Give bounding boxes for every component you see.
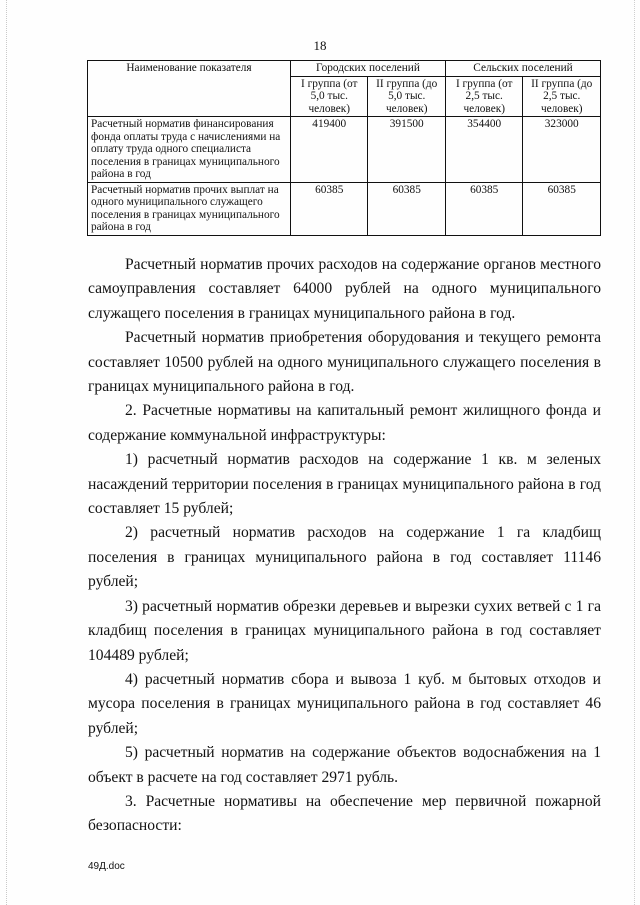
table-header-row bbox=[88, 61, 601, 77]
table-row bbox=[88, 117, 601, 183]
paragraph-other-expenses: Расчетный норматив прочих расходов на содержание органов местного самоуправления составляет 64000 рублей на одного муниципального служащего поселения в границах муниципального района в год. bbox=[88, 256, 601, 322]
table-cell: 354400 bbox=[445, 117, 522, 183]
row-label: Расчетный норматив финансирования фонда оплаты труда с начислениями на оплату труда одного специалиста поселения в границах муниципального района в год bbox=[88, 117, 291, 183]
page-number: 18 bbox=[313, 38, 327, 53]
footer-filename: 49Д.doc bbox=[88, 861, 125, 872]
subheader-rural-group-1: I группа (от 2,5 тыс. человек) bbox=[445, 76, 522, 117]
paragraph-item-1: 1) расчетный норматив расходов на содержание 1 кв. м зеленых насаждений территории поселения в границах муниципального района в год составляет 15 рублей; bbox=[88, 451, 601, 518]
paragraph-item-5: 5) расчетный норматив на содержание объектов водоснабжения на 1 объект в расчете на год составляет 2971 рубль. bbox=[88, 744, 601, 786]
paragraph-item-2: 2) расчетный норматив расходов на содержание 1 га кладбищ поселения в границах муниципального района в год составляет 11146 рублей; bbox=[88, 524, 601, 591]
header-rural-settlements: Сельских поселений bbox=[445, 61, 600, 77]
scan-edge-right bbox=[634, 0, 636, 905]
table-cell: 60385 bbox=[445, 182, 522, 235]
subheader-urban-group-2: II группа (до 5,0 тыс. человек) bbox=[368, 76, 445, 117]
table-cell: 60385 bbox=[523, 182, 601, 235]
table-cell: 60385 bbox=[368, 182, 445, 235]
subheader-urban-group-1: I группа (от 5,0 тыс. человек) bbox=[291, 76, 368, 117]
table-cell: 60385 bbox=[291, 182, 368, 235]
subheader-rural-group-2: II группа (до 2,5 тыс. человек) bbox=[523, 76, 601, 117]
table-cell: 323000 bbox=[523, 117, 601, 183]
scan-edge-left bbox=[6, 0, 8, 905]
paragraph-item-4: 4) расчетный норматив сбора и вывоза 1 куб. м бытовых отходов и мусора поселения в границах муниципального района в год составляет 46 рублей; bbox=[88, 670, 601, 737]
table-row bbox=[88, 182, 601, 235]
paragraph-item-3: 3) расчетный норматив обрезки деревьев и вырезки сухих ветвей с 1 га кладбищ поселения в границах муниципального района в год составляет 104489 рублей; bbox=[88, 597, 601, 664]
table-cell: 419400 bbox=[291, 117, 368, 183]
header-urban-settlements: Городских поселений bbox=[291, 61, 446, 77]
paragraph-section-2-heading: 2. Расчетные нормативы на капитальный ремонт жилищного фонда и содержание коммунальной инфраструктуры: bbox=[88, 402, 601, 444]
table-cell: 391500 bbox=[368, 117, 445, 183]
paragraph-equipment-repair: Расчетный норматив приобретения оборудования и текущего ремонта составляет 10500 рублей на одного муниципального служащего поселения в границах муниципального района в год. bbox=[88, 329, 601, 396]
header-indicator-name: Наименование показателя bbox=[88, 61, 291, 117]
body-text bbox=[88, 253, 601, 839]
norms-table bbox=[87, 60, 601, 236]
paragraph-section-3-heading: 3. Расчетные нормативы на обеспечение мер первичной пожарной безопасности: bbox=[88, 792, 601, 835]
row-label: Расчетный норматив прочих выплат на одного муниципального служащего поселения в границах муниципального района в год bbox=[88, 182, 291, 235]
